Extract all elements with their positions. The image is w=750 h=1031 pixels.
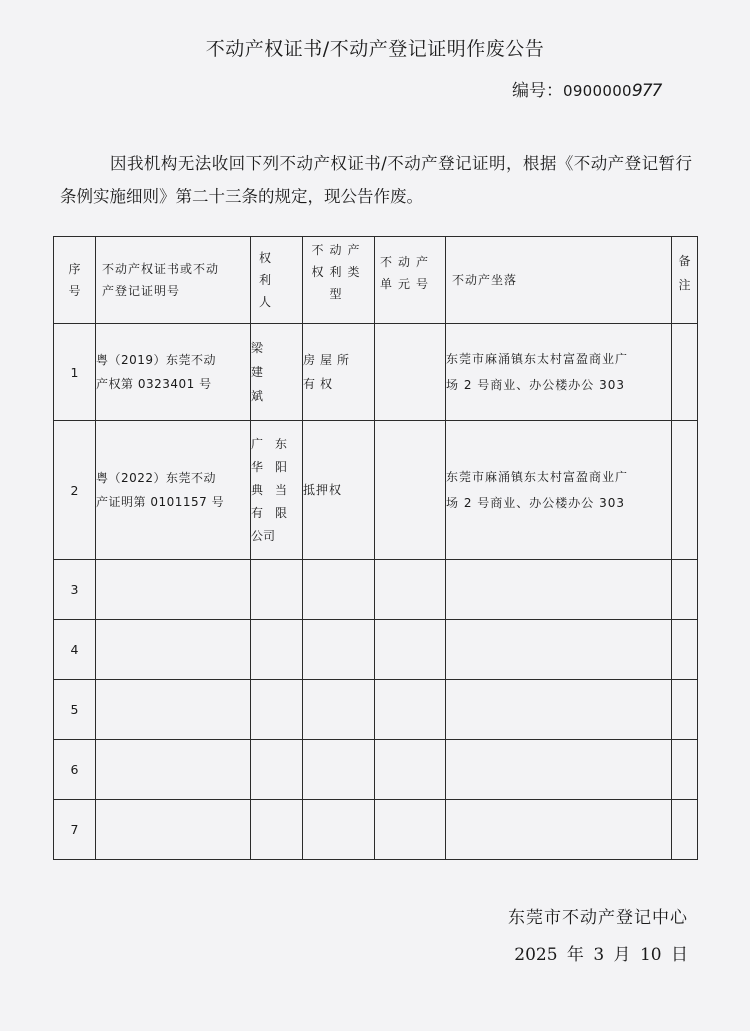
- row-seq: 3: [54, 560, 96, 620]
- serial-number: [512, 76, 661, 101]
- row-remark: [672, 324, 698, 421]
- issue-date: 2025 年 3 月 10 日: [514, 945, 688, 965]
- header-right-type: 不动产 权利类 型: [303, 237, 375, 324]
- header-holder: 权 利 人: [251, 237, 303, 324]
- notice-title: 不动产权证书/不动产登记证明作废公告: [205, 38, 545, 60]
- row-seq: 1: [54, 324, 96, 421]
- intro-paragraph: 因我机构无法收回下列不动产权证书/不动产登记证明，根据《不动产登记暂行条例实施细则》第二十三条的规定，现公告作废。: [60, 154, 692, 206]
- row-unit-number: [375, 421, 446, 560]
- row-seq: 2: [54, 421, 96, 560]
- header-unit-number: 不动产 单元号: [375, 237, 446, 324]
- table-row: [54, 421, 698, 560]
- row-seq: 4: [54, 620, 96, 680]
- issuing-organization: 东莞市不动产登记中心: [508, 908, 688, 928]
- table-row: [54, 620, 698, 680]
- header-location: 不动产坐落: [446, 237, 672, 324]
- header-cert-number: 不动产权证书或不动 产登记证明号: [96, 237, 251, 324]
- serial-label: 编号：: [512, 81, 563, 101]
- row-seq: 6: [54, 740, 96, 800]
- serial-handwritten: 977: [631, 81, 662, 101]
- table-row: [54, 740, 698, 800]
- row-holder: 广 东 华 阳 典 当 有 限 公司: [251, 421, 303, 560]
- row-seq: 7: [54, 800, 96, 860]
- row-location: 东莞市麻涌镇东太村富盈商业广 场 2 号商业、办公楼办公 303: [446, 324, 672, 421]
- table-row: [54, 680, 698, 740]
- table-row: [54, 560, 698, 620]
- table-row: [54, 324, 698, 421]
- row-location: 东莞市麻涌镇东太村富盈商业广 场 2 号商业、办公楼办公 303: [446, 421, 672, 560]
- row-unit-number: [375, 324, 446, 421]
- header-seq: 序 号: [54, 237, 96, 324]
- row-cert-number: 粤（2022）东莞不动 产证明第 0101157 号: [96, 421, 251, 560]
- serial-printed: 0900000: [563, 82, 632, 100]
- table-row: [54, 800, 698, 860]
- row-right-type: 抵押权: [303, 421, 375, 560]
- row-holder: 梁 建 斌: [251, 324, 303, 421]
- row-right-type: 房屋所 有权: [303, 324, 375, 421]
- row-seq: 5: [54, 680, 96, 740]
- void-certificate-table: [53, 236, 698, 860]
- table-header-row: [54, 237, 698, 324]
- header-remark: 备 注: [672, 237, 698, 324]
- row-remark: [672, 421, 698, 560]
- row-cert-number: 粤（2019）东莞不动 产权第 0323401 号: [96, 324, 251, 421]
